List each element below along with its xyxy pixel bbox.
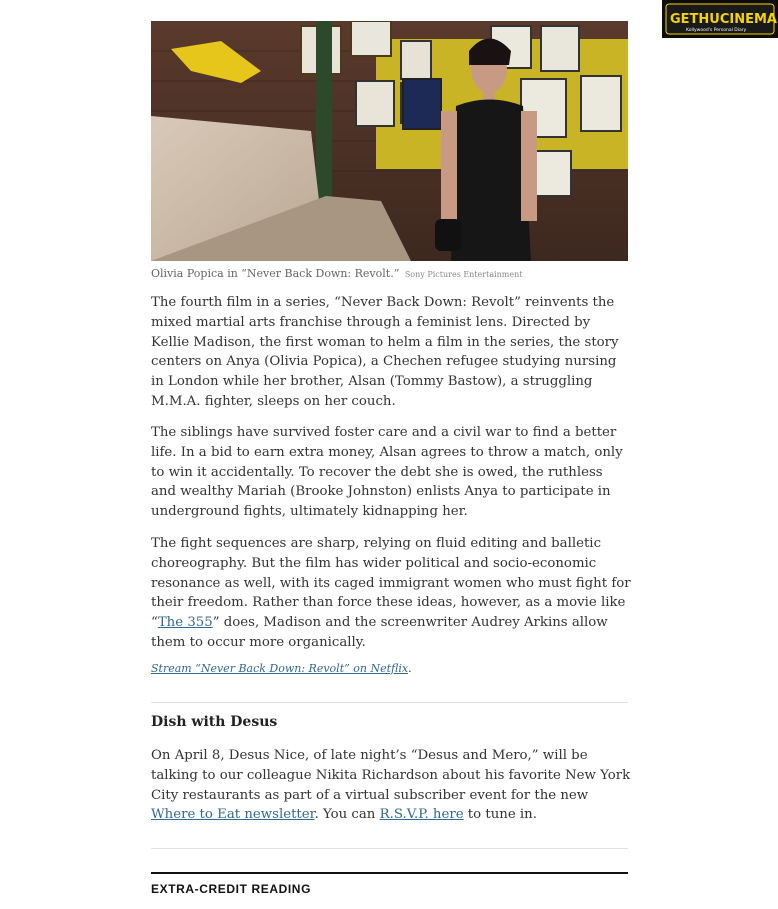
- rsvp-link[interactable]: R.S.V.P. here: [379, 807, 464, 823]
- logo-tagline: Kollywood's Personal Diary: [686, 28, 747, 33]
- paragraph-1: The fourth film in a series, “Never Back Down: Revolt” reinvents the mixed martial arts franchise through a feminist lens. Directed by Kellie Madison, the first woman to helm a film in the series, the story centers on Anya (Olivia Popica), a Chechen refugee studying nursing in London while her brother, Alsan (Tommy Bastow), a struggling M.M.A. fighter, sleeps on her couch.: [151, 295, 619, 409]
- dish-text-a: On April 8, Desus Nice, of late night’s “Desus and Mero,” will be talking to our colleague Nikita Richardson about his favorite New York City restaurants as part of a virtual subscriber event for the new: [151, 748, 631, 803]
- logo-text: GETHUCINEMA: [670, 12, 777, 27]
- stream-netflix-link[interactable]: Stream “Never Back Down: Revolt” on Netflix: [151, 662, 409, 675]
- caption-credit: Sony Pictures Entertainment: [404, 270, 523, 279]
- extra-credit-heading: EXTRA-CREDIT READING: [151, 882, 312, 896]
- where-to-eat-newsletter-link[interactable]: Where to Eat newsletter: [151, 807, 315, 823]
- site-logo[interactable]: [662, 0, 778, 38]
- paragraph-3-text-a: The fight sequences are sharp, relying on fluid editing and balletic choreography. But the film has wider political and socio-economic resonance as well, with its caged immigrant women who must fight for their freedom. Rather than force these ideas, however, as a movie like “: [151, 536, 631, 631]
- dish-text-c: to tune in.: [463, 807, 537, 823]
- article-photo: [151, 21, 628, 261]
- photo-caption: [151, 266, 628, 283]
- stream-period: .: [408, 662, 412, 675]
- caption-text: Olivia Popica in “Never Back Down: Revolt.”: [151, 267, 400, 280]
- section-divider-2: [151, 848, 628, 849]
- paragraph-3: [151, 534, 631, 653]
- paragraph-2: The siblings have survived foster care and a civil war to find a better life. In a bid to earn extra money, Alsan agrees to throw a match, only to win it accidentally. To recover the debt she is owed, the ruthless and wealthy Mariah (Brooke Johnston) enlists Anya to participate in underground fights, ultimately kidnapping her.: [151, 425, 623, 520]
- extra-credit-rule: [151, 872, 628, 874]
- photo-illustration: [151, 21, 628, 261]
- section-divider: [151, 702, 628, 703]
- logo-graphic: [662, 0, 778, 38]
- dish-paragraph: [151, 746, 631, 825]
- dish-section-title: Dish with Desus: [151, 714, 278, 730]
- the-355-link[interactable]: The 355: [157, 615, 213, 631]
- paragraph-3-text-b: ” does, Madison and the screenwriter Audrey Arkins allow them to occur more organically.: [151, 615, 608, 650]
- dish-text-b: . You can: [314, 807, 380, 823]
- stream-line: [151, 661, 412, 677]
